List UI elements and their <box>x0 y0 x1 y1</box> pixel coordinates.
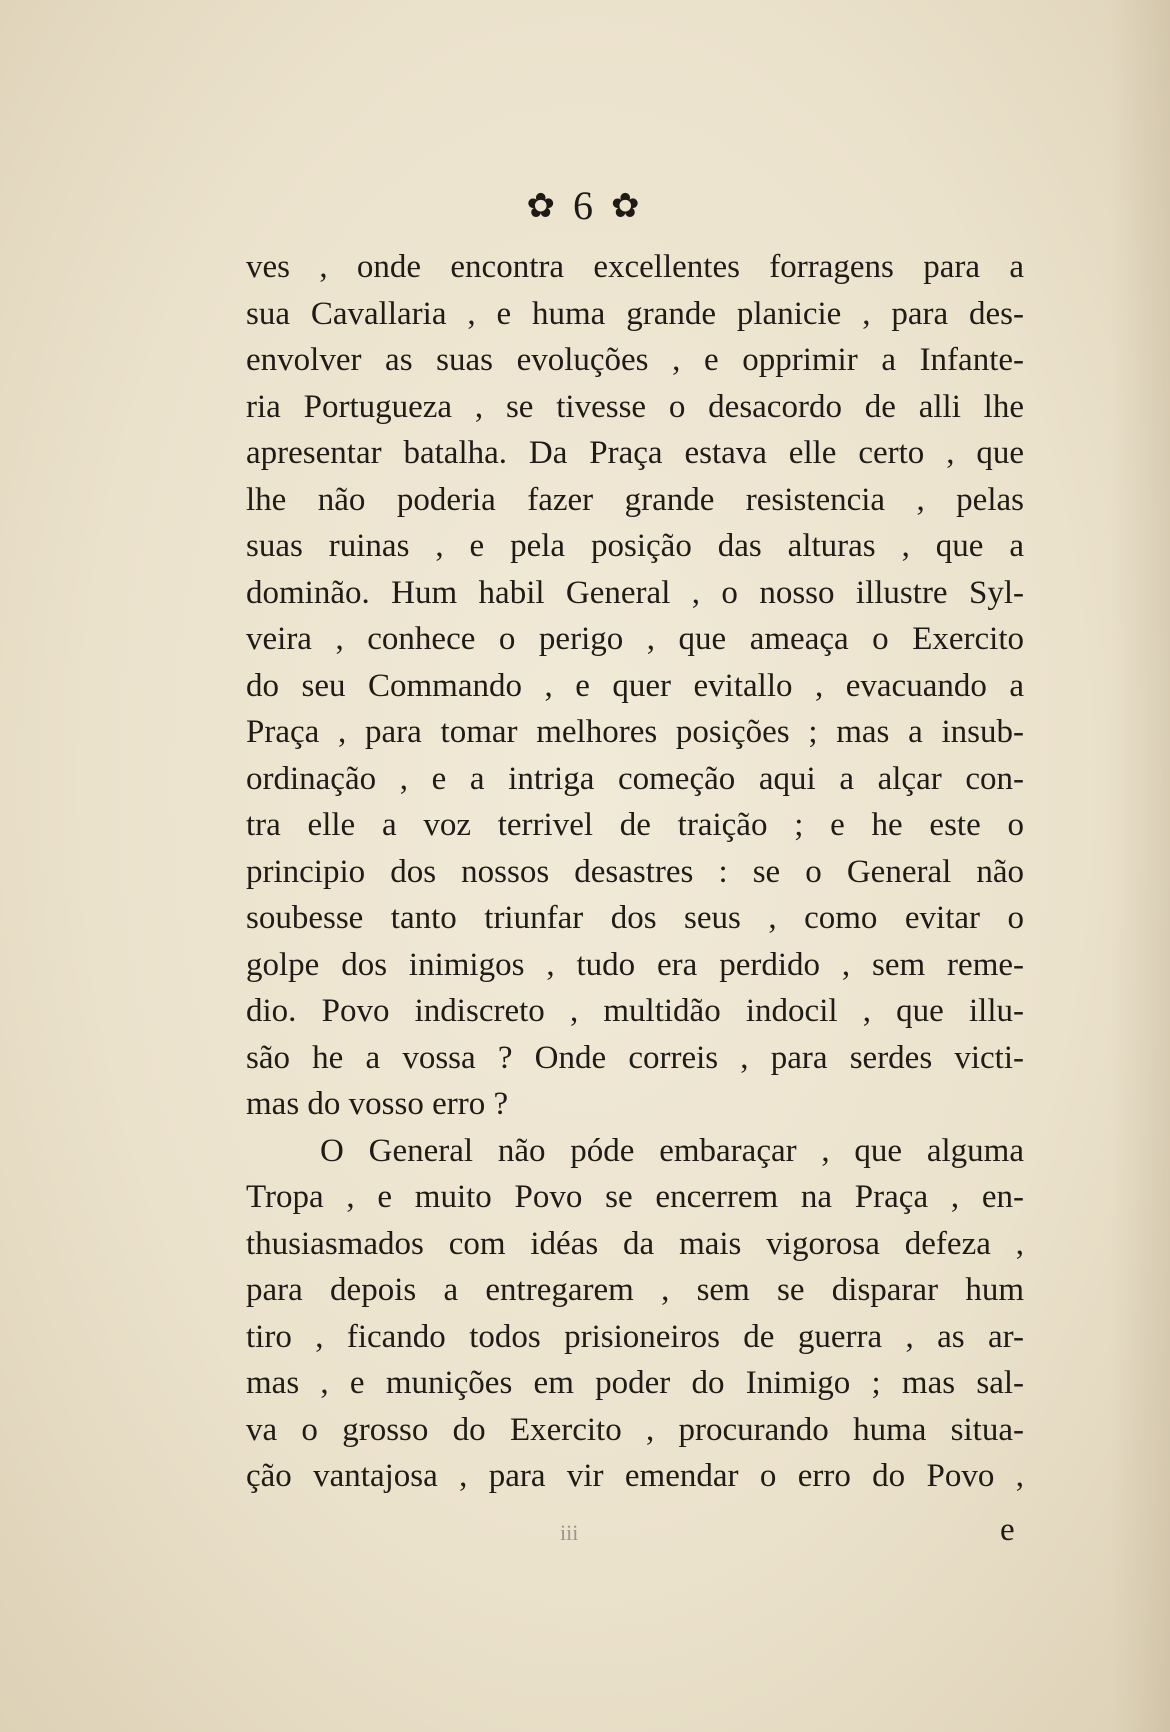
text-line: tra elle a voz terrivel de traição ; e he este o <box>246 807 1024 843</box>
ornament-left-icon: ✿ <box>526 188 559 225</box>
text-line: va o grosso do Exercito , procurando huma situa- <box>246 1411 1024 1448</box>
catchword: e <box>1000 1512 1015 1548</box>
text-line: apresentar batalha. Da Praça estava elle certo , que <box>246 435 1024 471</box>
text-line: lhe não poderia fazer grande resistencia , pelas <box>246 481 1024 518</box>
text-line: Praça , para tomar melhores posições ; mas a insub- <box>246 714 1024 750</box>
text-line: ordinação , e a intriga começão aqui a alçar con- <box>246 760 1024 797</box>
text-line: O General não póde embaraçar , que alguma <box>320 1132 1024 1169</box>
text-line: principio dos nossos desastres : se o General não <box>246 853 1024 890</box>
page-number: 6 <box>573 183 597 228</box>
text-line: ção vantajosa , para vir emendar o erro do Povo , <box>246 1458 1024 1494</box>
text-line: golpe dos inimigos , tudo era perdido , sem reme- <box>246 946 1024 983</box>
signature-mark: iii <box>560 1520 579 1545</box>
text-line: mas , e munições em poder do Inimigo ; mas sal- <box>246 1365 1024 1401</box>
text-line: ves , onde encontra excellentes forragens para a <box>246 249 1024 285</box>
text-line: tiro , ficando todos prisioneiros de guerra , as ar- <box>246 1318 1024 1355</box>
text-line: Tropa , e muito Povo se encerrem na Praça , en- <box>246 1179 1024 1215</box>
text-line: envolver as suas evoluções , e opprimir a Infante- <box>246 342 1024 378</box>
text-line: do seu Commando , e quer evitallo , evacuando a <box>246 667 1024 704</box>
text-line: para depois a entregarem , sem se disparar hum <box>246 1272 1024 1308</box>
body-text <box>246 244 1024 1500</box>
text-line: mas do vosso erro ? <box>246 1086 509 1122</box>
page-header <box>0 182 1170 229</box>
text-line: dio. Povo indiscreto , multidão indocil , que illu- <box>246 993 1024 1029</box>
text-line: ria Portugueza , se tivesse o desacordo de alli lhe <box>246 388 1024 425</box>
text-line: dominão. Hum habil General , o nosso illustre Syl- <box>246 574 1024 611</box>
text-line: thusiasmados com idéas da mais vigorosa defeza , <box>246 1225 1024 1262</box>
text-line: são he a vossa ? Onde correis , para serdes victi- <box>246 1039 1024 1076</box>
page-edge-shadow <box>1110 0 1170 1732</box>
text-line: soubesse tanto triunfar dos seus , como evitar o <box>246 900 1024 936</box>
text-line: suas ruinas , e pela posição das alturas , que a <box>246 528 1024 564</box>
ornament-right-icon: ✿ <box>611 188 644 225</box>
text-line: veira , conhece o perigo , que ameaça o Exercito <box>246 621 1024 657</box>
text-line: sua Cavallaria , e huma grande planicie , para des- <box>246 295 1024 332</box>
